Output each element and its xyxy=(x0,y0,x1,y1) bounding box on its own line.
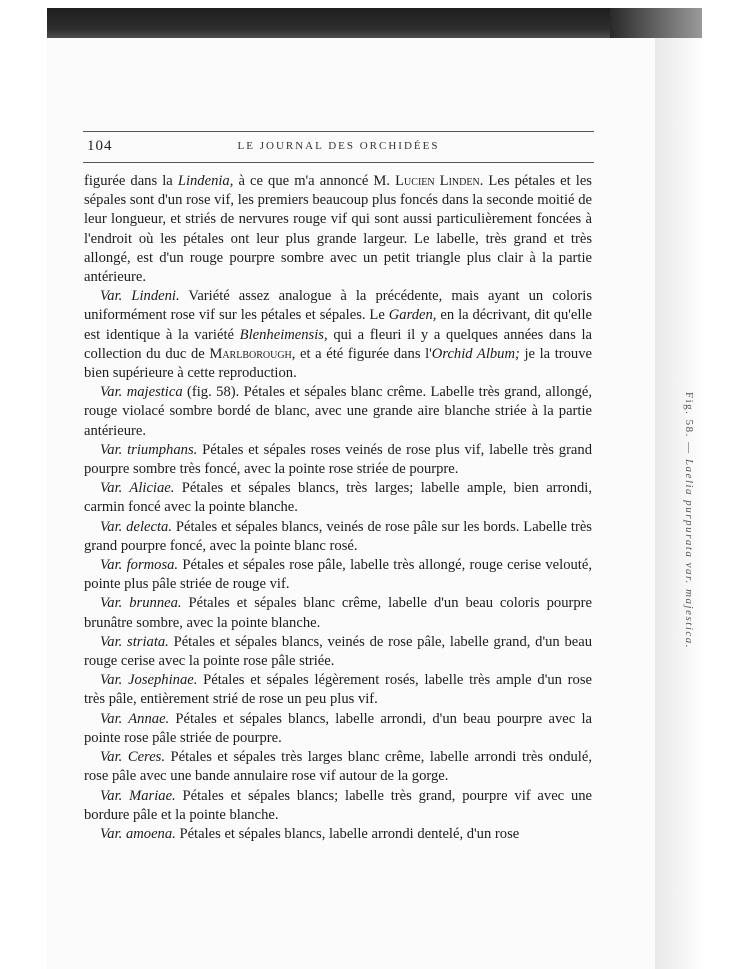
italic-text: Var. delecta. xyxy=(100,518,172,535)
italic-text: Var. Josephinae. xyxy=(100,672,198,689)
text-run: Pétales et sépales très larges blanc crême, labelle arrondi très ondulé, rose pâle avec une bande annulaire rose vif autour de la gorge. xyxy=(84,749,592,785)
figure-caption xyxy=(683,392,695,649)
text-run: Pétales et sépales blancs, veinés de rose pâle, labelle grand, d'un beau rouge cerise avec la pointe rose pâle striée. xyxy=(84,633,592,670)
italic-text: Var. triumphans. xyxy=(100,441,198,458)
paragraph xyxy=(84,287,592,383)
text-run: Pétales et sépales blanc crême, labelle d'un beau coloris pourpre brunâtre sombre, avec la pointe blanche. xyxy=(84,595,592,631)
text-run: figurée dans la xyxy=(84,173,178,189)
italic-text: Orchid Album; xyxy=(431,345,520,362)
page-number: 104 xyxy=(87,138,113,154)
italic-text: Var. Mariae. xyxy=(100,787,176,804)
text-run: à ce que m'a annoncé M. xyxy=(233,173,396,189)
text-run: Pétales et sépales blancs, labelle arrondi, d'un beau pourpre avec la pointe rose pâle striée de pourpre. xyxy=(84,710,592,746)
italic-text: Var. amoena. xyxy=(100,825,176,842)
text-run: . Les pétales et les sépales sont d'un rose vif, les premiers beaucoup plus foncés dans la seconde moitié de leur longueur, et striés de nervures rouge vif qui sont aussi particulièrement foncées à l'endroit où les pétales ont leur plus grande largeur. Le labelle, très grand et très allongé, est d'un rouge pourpre sombre avec un petit triangle plus clair à la partie antérieure. xyxy=(84,173,592,286)
text-run: Pétales et sépales blancs, très larges; labelle ample, bien arrondi, carmin foncé avec la pointe blanche. xyxy=(84,480,592,516)
text-run: Pétales et sépales blancs, labelle arrondi dentelé, d'un rose xyxy=(175,825,520,842)
text-run: en la décrivant, dit qu'elle est identique à la variété xyxy=(84,307,592,343)
paragraph xyxy=(84,441,592,479)
small-caps-name: Marlborough xyxy=(209,345,292,362)
text-run: (fig. 58). Pétales et sépales blanc crême. Labelle très grand, allongé, rouge violacé sombre bordé de blanc, avec une grande aire blanche striée à la partie antérieure. xyxy=(84,384,592,439)
italic-text: Var. majestica xyxy=(100,384,183,401)
text-run: Pétales et sépales rose pâle, labelle très allongé, rouge cerise velouté, pointe plus pâle striée de rouge vif. xyxy=(84,557,592,593)
text-run: Pétales et sépales légèrement rosés, labelle très ample d'un rose très pâle, entièrement strié de rose un peu plus vif. xyxy=(84,672,592,708)
figure-caption-title: Laelia purpurata var. majestica. xyxy=(683,458,695,650)
figure-caption-label: Fig. 58. — xyxy=(683,392,695,459)
italic-text: Var. Annae. xyxy=(100,710,170,727)
italic-text: Lindenia, xyxy=(177,173,234,189)
paragraph xyxy=(84,825,592,844)
paragraph xyxy=(84,710,592,748)
paragraph xyxy=(84,556,592,594)
text-run: je la trouve bien supérieure à cette reproduction. xyxy=(84,345,592,382)
body-text xyxy=(84,172,592,844)
paragraph xyxy=(84,748,592,786)
scan-dark-edge-right xyxy=(610,8,702,38)
paragraph xyxy=(84,633,592,671)
paragraph xyxy=(84,671,592,709)
italic-text: Blenheimensis, xyxy=(239,326,328,343)
page-gutter-shadow xyxy=(655,38,705,969)
italic-text: Var. striata. xyxy=(100,633,169,650)
paragraph xyxy=(84,383,592,441)
text-run: Pétales et sépales roses veinés de rose plus vif, labelle très grand pourpre sombre très foncé, avec la pointe rose striée de pourpre. xyxy=(84,441,592,478)
paragraph xyxy=(84,518,592,556)
small-caps-name: Lucien Linden xyxy=(395,173,480,189)
italic-text: Var. brunnea. xyxy=(100,595,182,612)
italic-text: Garden, xyxy=(388,307,437,324)
paragraph xyxy=(84,787,592,825)
text-run: Pétales et sépales blancs; labelle très grand, pourpre vif avec une bordure pâle et la pointe blanche. xyxy=(84,787,593,823)
paragraph xyxy=(84,479,592,517)
italic-text: Var. Lindeni. xyxy=(100,288,180,305)
text-run: Variété assez analogue à la précédente, mais ayant un coloris uniformément rose vif sur les pétales et sépales. Le xyxy=(84,288,592,324)
page-header xyxy=(83,131,594,163)
italic-text: Var. formosa. xyxy=(100,557,179,574)
running-title: LE JOURNAL DES ORCHIDÉES xyxy=(237,140,440,152)
paragraph xyxy=(84,594,592,632)
paragraph xyxy=(84,172,592,287)
italic-text: Var. Ceres. xyxy=(100,749,165,766)
text-run: , et a été figurée dans l' xyxy=(291,345,432,362)
text-run: qui a fleuri il y a quelques années dans la collection du duc de xyxy=(84,326,592,362)
text-run: Pétales et sépales blancs, veinés de rose pâle sur les bords. Labelle très grand pourpre foncé, avec la pointe blanc rosé. xyxy=(84,518,592,554)
italic-text: Var. Aliciae. xyxy=(100,480,175,497)
